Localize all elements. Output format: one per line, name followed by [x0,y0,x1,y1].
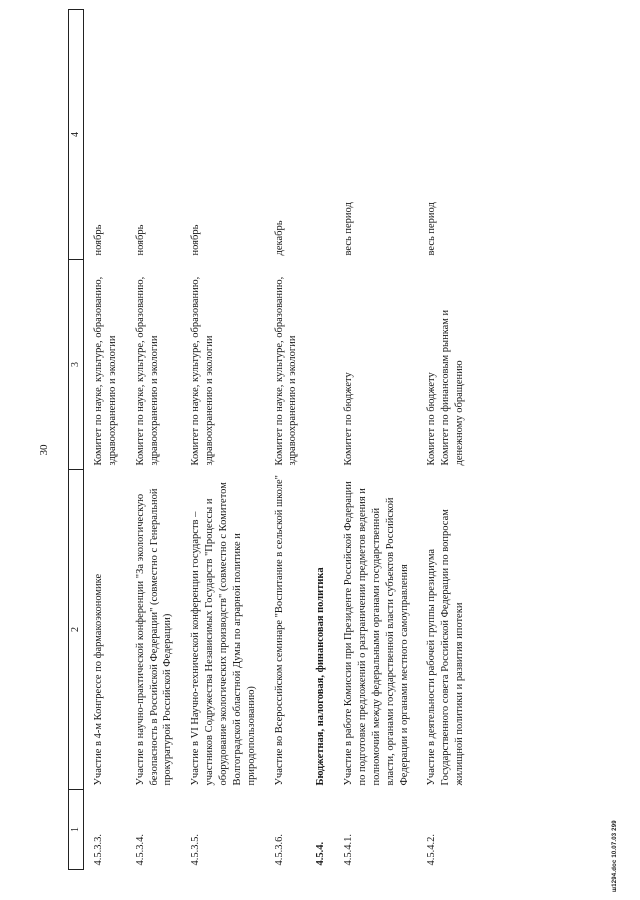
table-row [84,10,126,870]
column-header-4: 4 [69,10,84,260]
item-description: Участие в работе Комиссии при Президенте Российской Федерации по подготовке предложений о разграничении предметов ведения и полномочий между федеральными органами государственной власти, органами государственной власти субъектов Российской Федерации и органами местного самоуправления [343,481,410,786]
item-description: Участие в 4-м Конгрессе по фармакоэкономике [93,573,104,786]
table-row [181,10,264,870]
item-description: Участие в научно-практической конференции "За экологическую безопасность в Российской Федерации" (совместно с Генеральной прокуратурой Российской Федерации) [134,488,174,786]
item-committee [84,260,126,470]
item-period: ноябрь [190,224,202,256]
item-committee [417,260,473,470]
item-period: весь период [343,202,355,256]
item-number: 4.5.4.2. [426,834,438,866]
item-number: 4.5.3.5. [190,834,202,866]
item-number: 4.5.3.4. [134,834,146,866]
committee-name: Комитет по науке, культуре, образованию, здравоохранению и экологии [93,276,118,466]
committee-name: Комитет по науке, культуре, образованию, здравоохранению и экологии [190,276,216,466]
item-number: 4.5.3.3. [93,834,104,866]
section-row [306,10,334,870]
committee-name: Комитет по бюджету [426,372,438,466]
column-header-1: 1 [69,790,84,870]
table-row [265,10,307,870]
item-description: Участие в VI Научно-технической конференции государств – участников Содружества Независимых Государств "Процессы и оборудование экологических производств" (совместно с Комитетом Волгоградской областной Думы по аграрной политике и природопользованию) [190,482,257,786]
table-row [334,10,417,870]
committee-name: Комитет по бюджету [343,372,355,466]
item-period: ноябрь [134,224,146,256]
item-period: ноябрь [93,224,104,256]
item-committee [306,260,334,470]
item-committee [334,260,417,470]
committee-name: Комитет по финансовым рынкам и денежному обращению [440,309,466,466]
item-description: Участие в деятельности рабочей группы президиума Государственного совета Российской Федерации по вопросам жилищной политики и развития ипотеки [426,509,466,786]
item-number: 4.5.4.1. [343,834,355,866]
plan-table [68,9,473,870]
item-committee [181,260,264,470]
page-number: 30 [38,444,50,456]
table-row [126,10,182,870]
item-committee [126,260,182,470]
table-header-row [69,10,84,870]
table-row [417,10,473,870]
item-period [306,10,334,260]
committee-name: Комитет по науке, культуре, образованию, здравоохранению и экологии [134,276,160,466]
section-title: Бюджетная, налоговая, финансовая политика [315,567,327,786]
item-number: 4.5.3.6. [273,834,285,866]
item-committee [265,260,307,470]
section-number: 4.5.4. [315,841,327,866]
item-period: декабрь [273,220,285,256]
document-code: ш1294.doc 10.07.03 299 [612,820,618,892]
item-description: Участие во Всероссийском семинаре "Воспитание в сельской школе" [273,475,285,786]
committee-name: Комитет по науке, культуре, образованию, здравоохранению и экологии [273,276,299,466]
item-period: весь период [426,202,438,256]
column-header-3: 3 [69,260,84,470]
column-header-2: 2 [69,470,84,790]
